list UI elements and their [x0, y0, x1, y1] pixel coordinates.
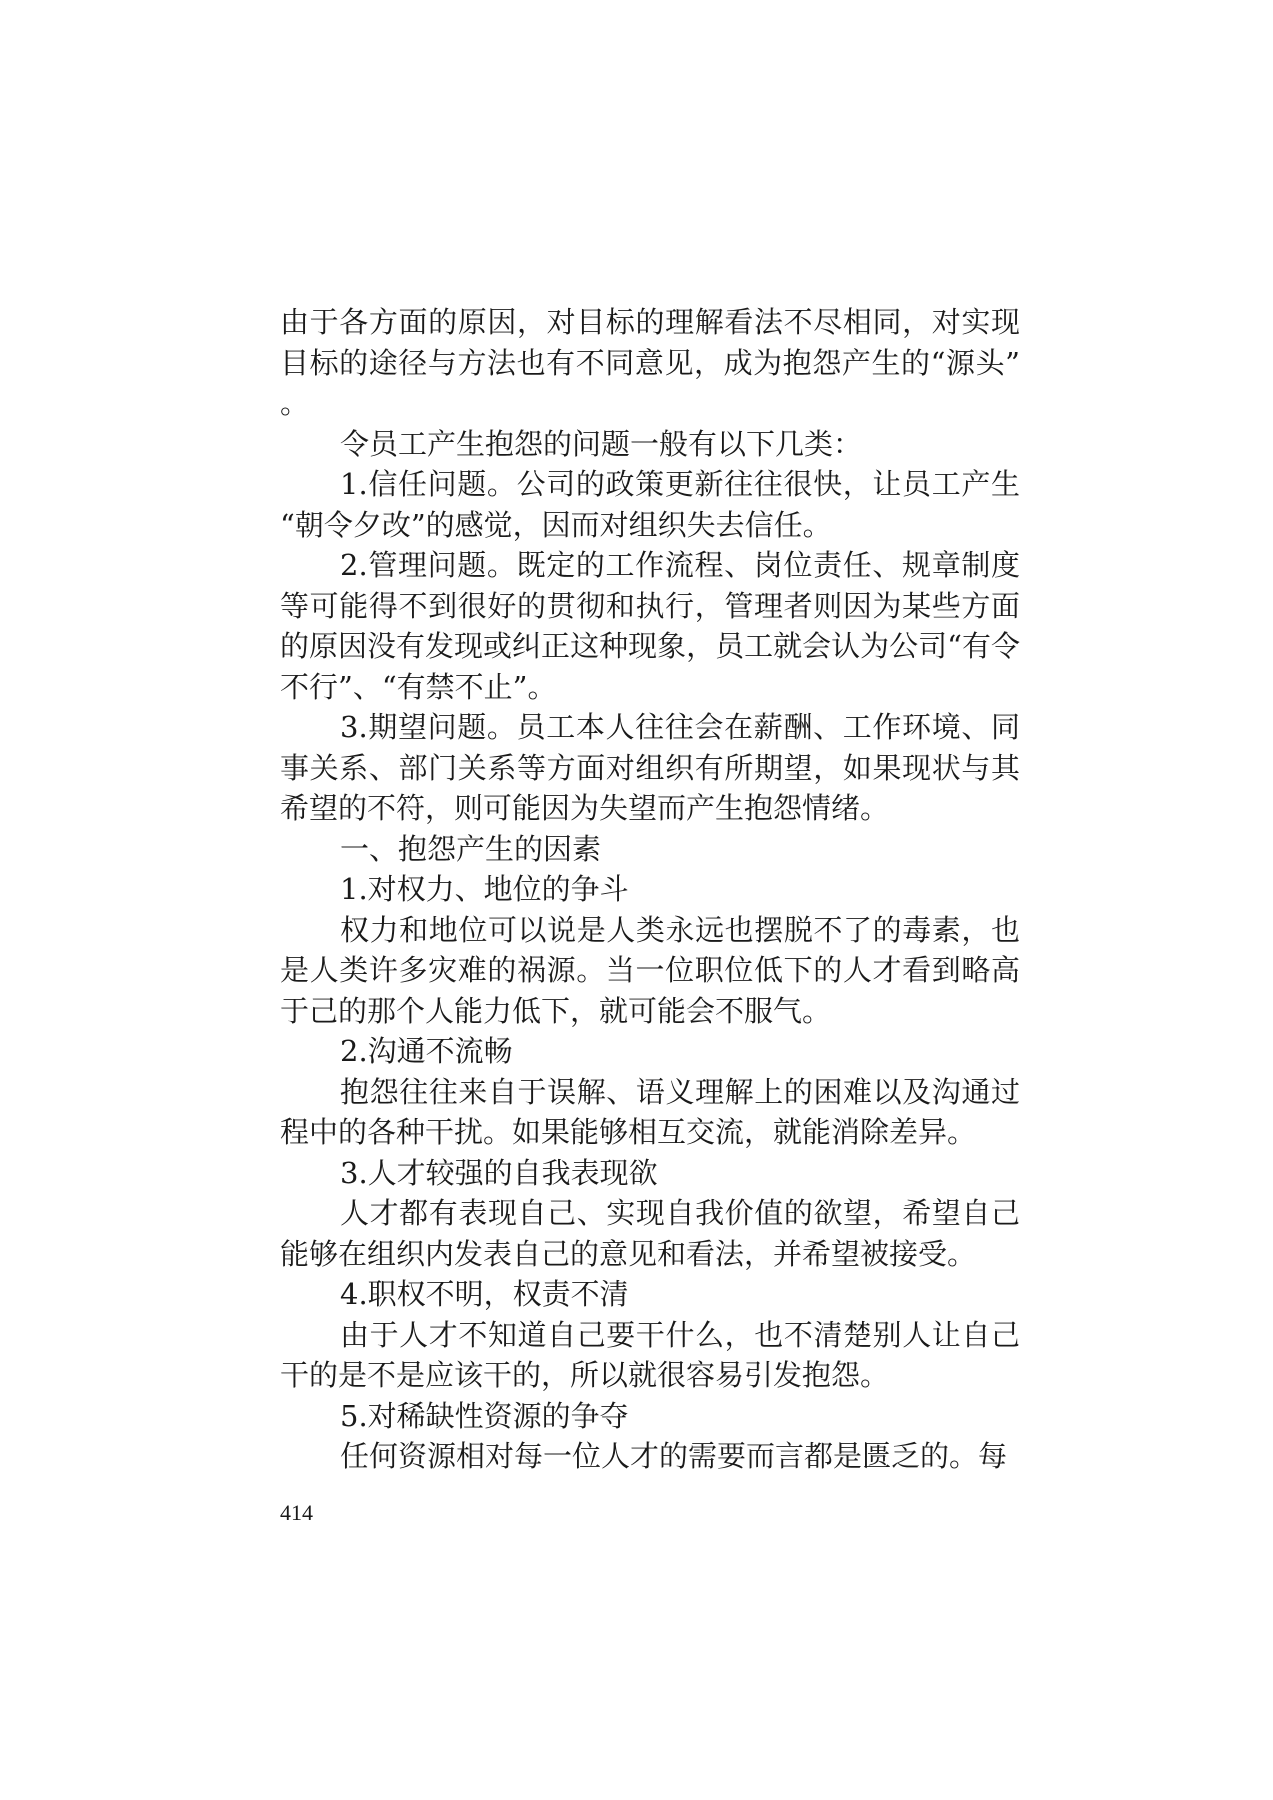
subsection-heading: 2.沟通不流畅 — [340, 1034, 513, 1068]
paragraph: 权力和地位可以说是人类永远也摆脱不了的毒素，也是人类许多灾难的祸源。当一位职位低下的人才看到略高于己的那个人能力低下，就可能会不服气。 — [280, 912, 1020, 1028]
section-heading: 一、抱怨产生的因素 — [340, 831, 602, 866]
list-item: 1.信任问题。公司的政策更新往往很快，让员工产生“朝令夕改”的感觉，因而对组织失去信任。 — [280, 467, 1020, 542]
subsection-heading: 5.对稀缺性资源的争夺 — [340, 1398, 629, 1433]
list-item: 3.期望问题。员工本人往往会在薪酬、工作环境、同事关系、部门关系等方面对组织有所期望，如果现状与其希望的不符，则可能因为失望而产生抱怨情绪。 — [280, 710, 1020, 825]
page-number: 414 — [280, 1500, 313, 1525]
paragraph: 令员工产生抱怨的问题一般有以下几类： — [340, 426, 863, 461]
list-item: 2.管理问题。既定的工作流程、岗位责任、规章制度等可能得不到很好的贯彻和执行，管理者则因为某些方面的原因没有发现或纠正这种现象，员工就会认为公司“有令不行”、“有禁不止”。 — [280, 548, 1020, 704]
paragraph: 由于人才不知道自己要干什么，也不清楚别人让自己干的是不是应该干的，所以就很容易引发抱怨。 — [280, 1317, 1020, 1392]
paragraph: 任何资源相对每一位人才的需要而言都是匮乏的。每 — [340, 1439, 1008, 1473]
paragraph: 由于各方面的原因，对目标的理解看法不尽相同，对实现目标的途径与方法也有不同意见，成为抱怨产生的“源头”。 — [280, 305, 1020, 420]
subsection-heading: 4.职权不明，权责不清 — [340, 1277, 629, 1311]
body-text — [280, 302, 1020, 1477]
paragraph: 抱怨往往来自于误解、语义理解上的困难以及沟通过程中的各种干扰。如果能够相互交流，就能消除差异。 — [280, 1074, 1020, 1149]
paragraph: 人才都有表现自己、实现自我价值的欲望，希望自己能够在组织内发表自己的意见和看法，并希望被接受。 — [280, 1196, 1020, 1271]
subsection-heading: 1.对权力、地位的争斗 — [340, 872, 629, 906]
subsection-heading: 3.人才较强的自我表现欲 — [340, 1155, 658, 1190]
